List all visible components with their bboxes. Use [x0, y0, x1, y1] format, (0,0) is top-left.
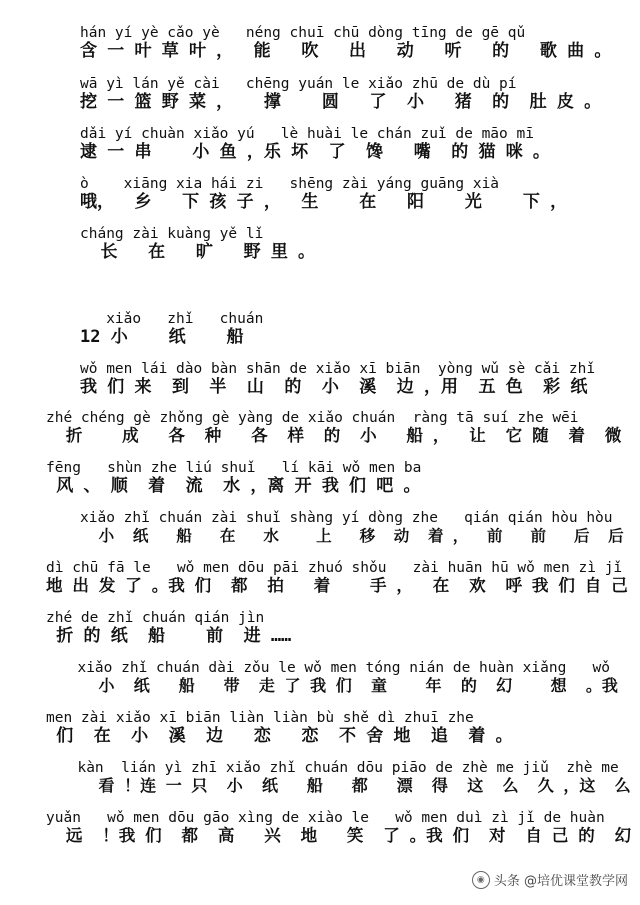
watermark — [472, 870, 628, 889]
hanzi-line: 远 ！我 们 都 高 兴 地 笑 了 。我 们 对 自 己 的 幻 — [46, 826, 632, 845]
pinyin-line: wā yì lán yě cài chēng yuán le xiǎo zhū de dù pí — [80, 76, 517, 92]
hanzi-line: 们 在 小 溪 边 恋 恋 不 舍 地 追 着 。 — [46, 726, 513, 746]
pinyin-line: kàn lián yì zhī xiǎo zhǐ chuán dōu piāo de zhè me jiǔ zhè me — [60, 760, 619, 776]
pinyin-line: dǎi yí chuàn xiǎo yú lè huài le chán zuǐ de māo mī — [80, 126, 534, 142]
watermark-text: 头条 @培优课堂教学网 — [493, 874, 628, 889]
pinyin-line: cháng zài kuàng yě lǐ — [80, 226, 264, 242]
pinyin-line: fēng shùn zhe liú shuǐ lí kāi wǒ men ba — [46, 460, 422, 476]
pinyin-line: ò xiāng xia hái zi shēng zài yáng guāng xià — [80, 176, 500, 192]
pinyin-line: xiǎo zhǐ chuán dài zǒu le wǒ men tóng nián de huàn xiǎng wǒ — [60, 660, 610, 676]
pinyin-line: dì chū fā le wǒ men dōu pāi zhuó shǒu zài huān hū wǒ men zì jǐ — [46, 560, 623, 576]
toutiao-logo-icon: ◉ — [472, 871, 490, 889]
hanzi-line: 小 纸 船 在 水 上 移 动 着 ， 前 前 后 后 — [80, 527, 624, 545]
pinyin-line: xiǎo zhǐ chuán — [80, 311, 264, 327]
pinyin-line: men zài xiǎo xī biān liàn liàn bù shě dì zhuī zhe — [46, 710, 474, 726]
hanzi-line: 我 们 来 到 半 山 的 小 溪 边 ，用 五 色 彩 纸 — [80, 377, 588, 397]
pinyin-line: zhé chéng gè zhǒng gè yàng de xiǎo chuán ràng tā suí zhe wēi — [46, 410, 579, 426]
hanzi-line: 12 小 纸 船 — [80, 327, 244, 347]
hanzi-line: 挖 一 篮 野 菜 ， 撑 圆 了 小 猪 的 肚 皮 。 — [80, 92, 602, 112]
hanzi-line: 地 出 发 了 。我 们 都 拍 着 手 ， 在 欢 呼 我 们 自 己 — [46, 576, 628, 595]
hanzi-line: 风 、 顺 着 流 水 ，离 开 我 们 吧 。 — [46, 476, 421, 496]
hanzi-line: 折 的 纸 船 前 进 …… — [46, 626, 292, 646]
pinyin-line: zhé de zhǐ chuán qián jìn — [46, 610, 265, 626]
pinyin-line: wǒ men lái dào bàn shān de xiǎo xī biān yòng wǔ sè cǎi zhǐ — [80, 361, 596, 377]
hanzi-line: 逮 一 串 小 鱼 ，乐 坏 了 馋 嘴 的 猫 咪 。 — [80, 142, 550, 162]
hanzi-line: 小 纸 船 带 走 了 我 们 童 年 的 幻 想 。我 — [60, 676, 618, 695]
hanzi-line: 折 成 各 种 各 样 的 小 船 ， 让 它 随 着 微 — [46, 426, 622, 445]
hanzi-line: 含 一 叶 草 叶 ， 能 吹 出 动 听 的 歌 曲 。 — [80, 41, 612, 61]
hanzi-line: 长 在 旷 野 里 。 — [80, 242, 316, 262]
pinyin-line: xiǎo zhǐ chuán zài shuǐ shàng yí dòng zhe qián qián hòu hòu — [80, 510, 613, 526]
pinyin-line: yuǎn wǒ men dōu gāo xìng de xiào le wǒ men duì zì jǐ de huàn — [46, 810, 605, 826]
hanzi-line: 看 ！连 一 只 小 纸 船 都 漂 得 这 么 久 ，这 么 — [60, 776, 631, 795]
pinyin-line: hán yí yè cǎo yè néng chuī chū dòng tīng de gē qǔ — [80, 25, 526, 41]
hanzi-line: 哦， 乡 下 孩 子 ， 生 在 阳 光 下 ， — [80, 192, 568, 212]
